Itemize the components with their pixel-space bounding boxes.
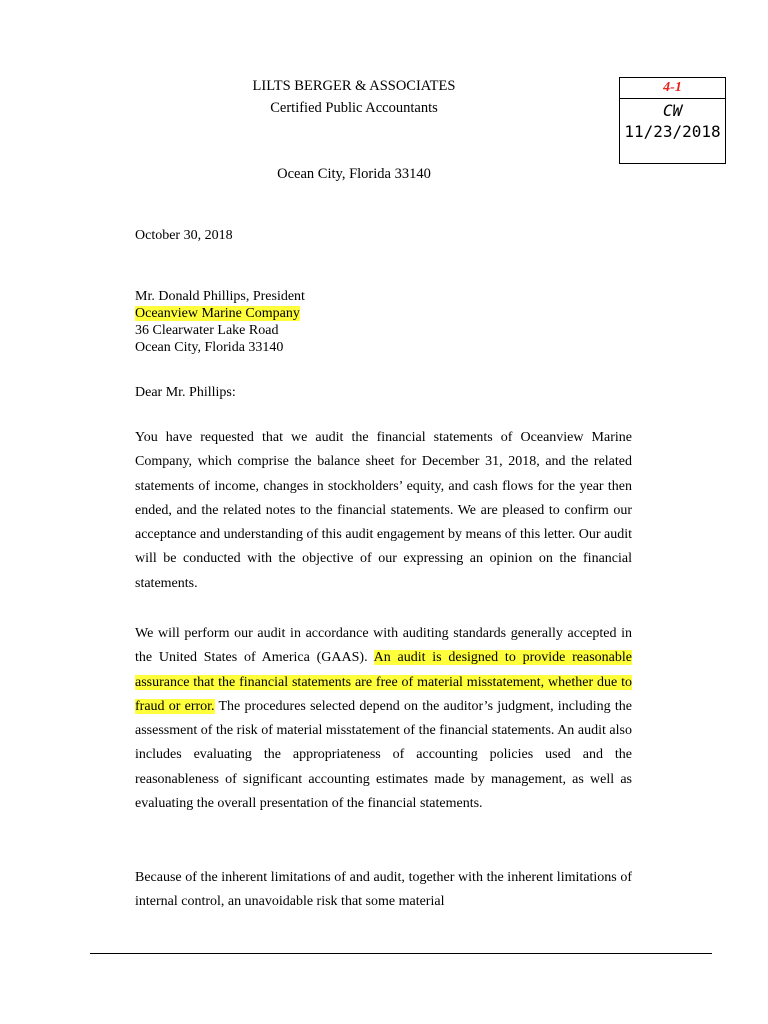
paragraph-engagement-scope: You have requested that we audit the financial statements of Oceanview Marine Company, which comprise the balance sheet for December 31, 2018, and the related statements of income, changes in stockholders’ equity, and cash flows for the year then ended, and the related notes to the financial statements. We are pleased to confirm our acceptance and understanding of this audit engagement by means of this letter. Our audit will be conducted with the objective of our expressing an opinion on the financial statements. <box>135 430 632 591</box>
workpaper-signoff <box>620 99 725 142</box>
workpaper-reference-box <box>619 77 726 164</box>
workpaper-reference-code: 4-1 <box>620 78 725 99</box>
page-footer-rule <box>90 953 712 954</box>
recipient-address <box>135 288 632 356</box>
paragraph-2-intro: We will perform our audit in accordance with auditing standards generally accepted in the United States of America (GAAS). <box>135 626 632 666</box>
paragraph-inherent-limitations: Because of the inherent limitations of and audit, together with the inherent limitations of internal control, an unavoidable risk that some material <box>135 870 632 910</box>
firm-subtitle: Certified Public Accountants <box>270 100 438 116</box>
highlighted-company-name: Oceanview Marine Company <box>135 306 300 321</box>
highlighted-assurance-sentence: An audit is designed to provide reasonable assurance that the financial statements are free of material misstatement, whether due to fraud or error. <box>135 650 632 714</box>
paragraph-audit-standards <box>135 622 632 816</box>
salutation: Dear Mr. Phillips: <box>135 385 236 400</box>
recipient-city: Ocean City, Florida 33140 <box>135 340 284 355</box>
signoff-date: 11/23/2018 <box>624 122 721 141</box>
letter-date: October 30, 2018 <box>135 228 233 243</box>
recipient-company <box>135 305 632 322</box>
recipient-street: 36 Clearwater Lake Road <box>135 323 279 338</box>
preparer-initials: CW <box>662 101 683 120</box>
paragraph-2-rest: The procedures selected depend on the auditor’s judgment, including the assessment of the risk of material misstatement of the financial statements. An audit also includes evaluating the appropriateness of accounting policies used and the reasonableness of significant accounting estimates made by management, as well as evaluating the overall presentation of the financial statements. <box>135 698 632 812</box>
recipient-name: Mr. Donald Phillips, President <box>135 289 305 304</box>
firm-city-line: Ocean City, Florida 33140 <box>277 166 431 182</box>
firm-name: LILTS BERGER & ASSOCIATES <box>252 78 456 94</box>
